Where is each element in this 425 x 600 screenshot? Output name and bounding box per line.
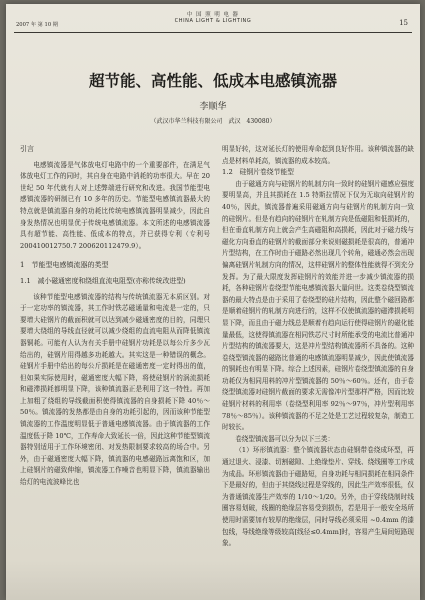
issue-label: 2007 年 第 10 期 xyxy=(16,22,58,28)
article-author: 李顺华 xyxy=(199,102,227,112)
journal-page xyxy=(6,4,420,600)
right-column xyxy=(222,144,414,550)
page-number: 15 xyxy=(399,19,408,27)
list-item-1: （1）环形镇流器：整个镇流器状态由硅钢带卷绕成环型，再通过退火、浸漆、切割磁隙、上绝缘垫片、穿线、绕线圈等工序成为成品。环形镇流器由于磁路短，自身功耗与相同损耗在相同条件下是最好的，但由于其绕线过程是穿线的，因此生产效率很低，仅为普通镇流器生产效率的 1/10～1/20。另外，由于穿线绕制时线圈容易划破，线圈的绝缘层容易受到损伤，若是用于一般安全场所使用时需要加有较厚的绝缘层，同时导线必须采用 ~0.4mm 的漆包线，导线绝缘等级较高[线径≤0.4mm]时，容易产生局间短路现象。 xyxy=(222,446,414,548)
section-heading-intro: 引言 xyxy=(20,145,34,153)
left-column xyxy=(20,144,210,489)
author-affiliation: （武汉市华兰科技有限公司 武汉 430080） xyxy=(150,118,276,125)
section-heading-1: 1 节能型电感镇流器的类型 xyxy=(20,261,109,270)
subsection-1-2-paragraph: 由于磁通方向与硅钢片的轧制方向一致时的硅钢片磁感应强度要明显高，并且其损耗在 1.5 特斯拉情况下仅为无取向硅钢片的 40％，因此，镇流器普遍采用磁通方向与硅钢片的轧制方向一致的硅钢片。但是有趋向的硅钢片在轧制方向是低磁阻和低损耗的，但在垂直轧制方向上就会产生高磁阻和高损耗，因此对于磁力线与磁化方向垂直的硅钢片的截面部分来说则磁损耗是很高的，普通冲片型结构，在工作时由于磁路必然出现几个转角，磁通必然会出现偏离硅钢片轧制方向的情况，这样硅钢片的整体性能就得不到充分发挥。为了最大限度发挥硅钢片的效能并进一步减少镇流器的损耗，各种硅钢片卷绕型节能电感镇流器大量问世。这类卷绕型镇流器的最大特点是由于采用了卷绕型的硅片结构，因此整个磁回路都是顺着硅钢片的轧制方向进行的，这样不仅使镇流器的磁滞损耗明显下降，而且由于磁力线总是顺着有趋向运行使得硅钢片的磁化能量最低，这使得镇流器在相同铁芯尺寸时所能承受的电流比普通冲片型结构的镇流器要大，这是冲片型结构镇流器所不具备的。这种卷绕型镇流器的磁路比普通的电感镇流器明显减少，因此使镇流器的铜耗也有明显下降。综合上述因素，硅钢片卷绕型镇流器的自身功耗仅为相同用料的冲片型镇流器的 50％～60％。还有，由于卷绕型镇流器对硅钢片截面的要求无需像冲片型那样严格，因而比较硅钢片材料的利用率（卷绕型利用率 92％～97％，冲片型利用率 78％～85％）。该种镇流器的不足之处是工艺过程较复杂，制造工时较长。 xyxy=(222,179,414,432)
journal-name-cn: 中 国 照 明 电 器 xyxy=(187,12,239,18)
intro-paragraph: 电感镇流器是气体放电灯电路中的一个重要部件，在满足气体放电灯工作的同时，其自身在电路中消耗的功率很大。早在 20 世纪 50 年代就有人对上述弊端进行研究和改进。我国节能型电感镇流器的研制已有 10 多年的历史。节能型电感镇流器最大的特点就是镇流器自身的功耗比传统电感镇流器明显减少，因此自身发热情况也明显优于传统电感镇流器。本文所述的电感镇流器具有超节能、高性能、低成本的特点，并已获得专利（专利号 200410012750.7 200620112479.9）。 xyxy=(20,160,210,250)
header-rule xyxy=(14,32,412,33)
subsection-heading-1-1: 1.1 减小磁通密度和绕组直流电阻型(亦称传统改进型) xyxy=(20,276,186,285)
journal-name-en: CHINA LIGHT & LIGHTING xyxy=(174,18,252,24)
subsection-1-2-tail: 卷绕型镇流器可以分为以下三类： xyxy=(235,434,335,443)
article-title: 超节能、高性能、低成本电感镇流器 xyxy=(88,72,337,90)
subsection-heading-1-2: 1.2 硅钢片卷绕节能型 xyxy=(222,168,294,177)
continued-paragraph: 明显好转，这对延长灯的使用寿命起到良好作用。该种镇流器的缺点是材料单耗高，镇流器的成本较高。 xyxy=(222,145,414,165)
page-shading xyxy=(6,560,420,600)
running-header xyxy=(6,10,420,36)
subsection-1-1-paragraph: 该种节能型电感镇流器的结构与传统镇流器无本质区别。对于一定功率的镇流器，其工作时铁芯磁通量和电流是一定的，只要增大硅钢片的截面积就可以达到减少磁通密度的目的，同理只要增大绕组的导线直径就可以减少绕组的直流电阻从而降低镇流器铜耗。可能有人认为有关手册中硅钢片功耗是以每公斤多少瓦给出的，硅钢片用得越多功耗越大。其实这是一种错误的概念。硅钢片手册中给出的每公斤损耗是在磁通密度一定时得出的值，但如果实际使用时，磁通密度大幅下降，将使硅钢片的涡流损耗和磁滞损耗都明显下降，该种镇流器正是利用了这一特性。再加上加粗了绕组的导线截面积使得镇流器的自身损耗下降 40％～50％。镇流器的发热都是由自身的功耗引起的，因而该种节能型镇流器的工作温度明显低于普通电感镇流器。由于镇流器的工作温度低于降 10℃，工作寿命大致延长一倍，因此这种节能型镇流器特别适用于工作环境密闭、对发热限制要求较高的场合中。另外，由于磁通密度大幅下降，镇流器的电感磁路远离饱和区，加上硅钢片的磁致伸缩，镇流器工作噪音也明显下降，镇流器输出给灯的电流波峰比也 xyxy=(20,292,210,487)
